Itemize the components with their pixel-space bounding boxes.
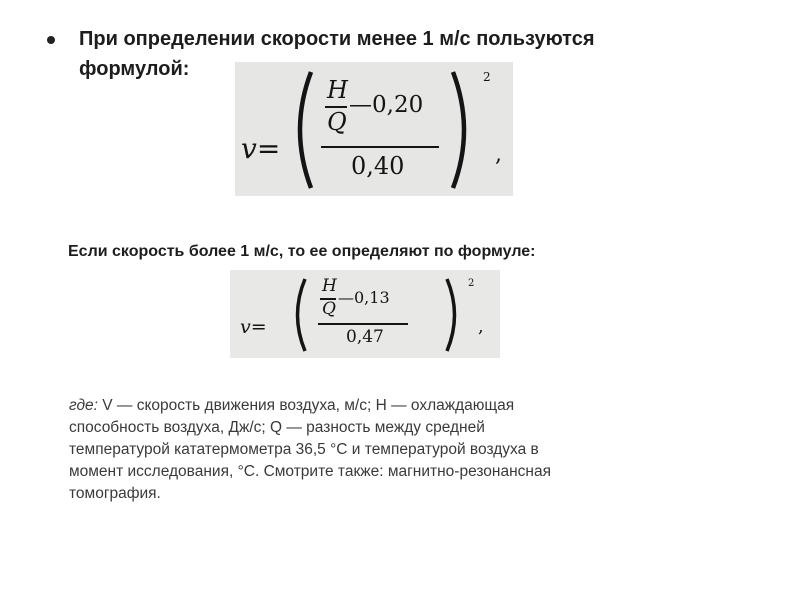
formula-1-right-paren xyxy=(447,68,477,192)
formula-1-denominator: 0,40 xyxy=(351,152,405,180)
formula-1-var-h: H xyxy=(327,76,348,104)
description-line-2: способность воздуха, Дж/с; Q — разность между средней xyxy=(69,419,485,436)
formula-2-numerator-constant: —0,13 xyxy=(338,288,390,307)
formula-2-right-paren xyxy=(442,276,464,354)
formula-2-main-fraction-bar xyxy=(318,323,408,325)
description-line-3: температурой кататермометра 36,5 °С и температурой воздуха в xyxy=(69,441,539,458)
formula-2-var-q: Q xyxy=(322,299,336,319)
formula-image-1 xyxy=(235,62,513,196)
formula-1-exponent: 2 xyxy=(483,70,491,84)
bullet-heading-line-2: формулой: xyxy=(79,58,190,80)
formula-1-left-paren xyxy=(287,68,317,192)
bullet-point-icon xyxy=(47,36,55,44)
formula-2-var-h: H xyxy=(322,276,337,296)
formula-1-var-q: Q xyxy=(327,108,347,136)
description-line-4: момент исследования, °С. Смотрите также: магнитно-резонансная xyxy=(69,463,551,480)
description-line-5: томография. xyxy=(69,485,161,502)
formula-2-denominator: 0,47 xyxy=(346,327,384,347)
formula-2-exponent: 2 xyxy=(468,278,475,289)
description-lead: где: xyxy=(69,397,98,414)
formula-image-2 xyxy=(230,270,500,358)
formula-1-main-fraction-bar xyxy=(321,146,439,148)
formula-2-heading: Если скорость более 1 м/с, то ее определяют по формуле: xyxy=(68,243,536,260)
formula-2-lhs: v= xyxy=(240,316,267,338)
description-line-1-text: V — скорость движения воздуха, м/с; Н — охлаждающая xyxy=(97,397,515,414)
formula-1-comma: , xyxy=(495,142,502,167)
variable-description xyxy=(69,395,709,505)
description-line-1 xyxy=(69,395,709,417)
formula-1-lhs: v= xyxy=(241,132,281,165)
bullet-heading-line-1: При определении скорости менее 1 м/с пользуются xyxy=(79,28,595,50)
formula-1-numerator-constant: —0,20 xyxy=(349,92,424,118)
formula-2-comma: , xyxy=(478,316,484,337)
formula-2-left-paren xyxy=(288,276,310,354)
